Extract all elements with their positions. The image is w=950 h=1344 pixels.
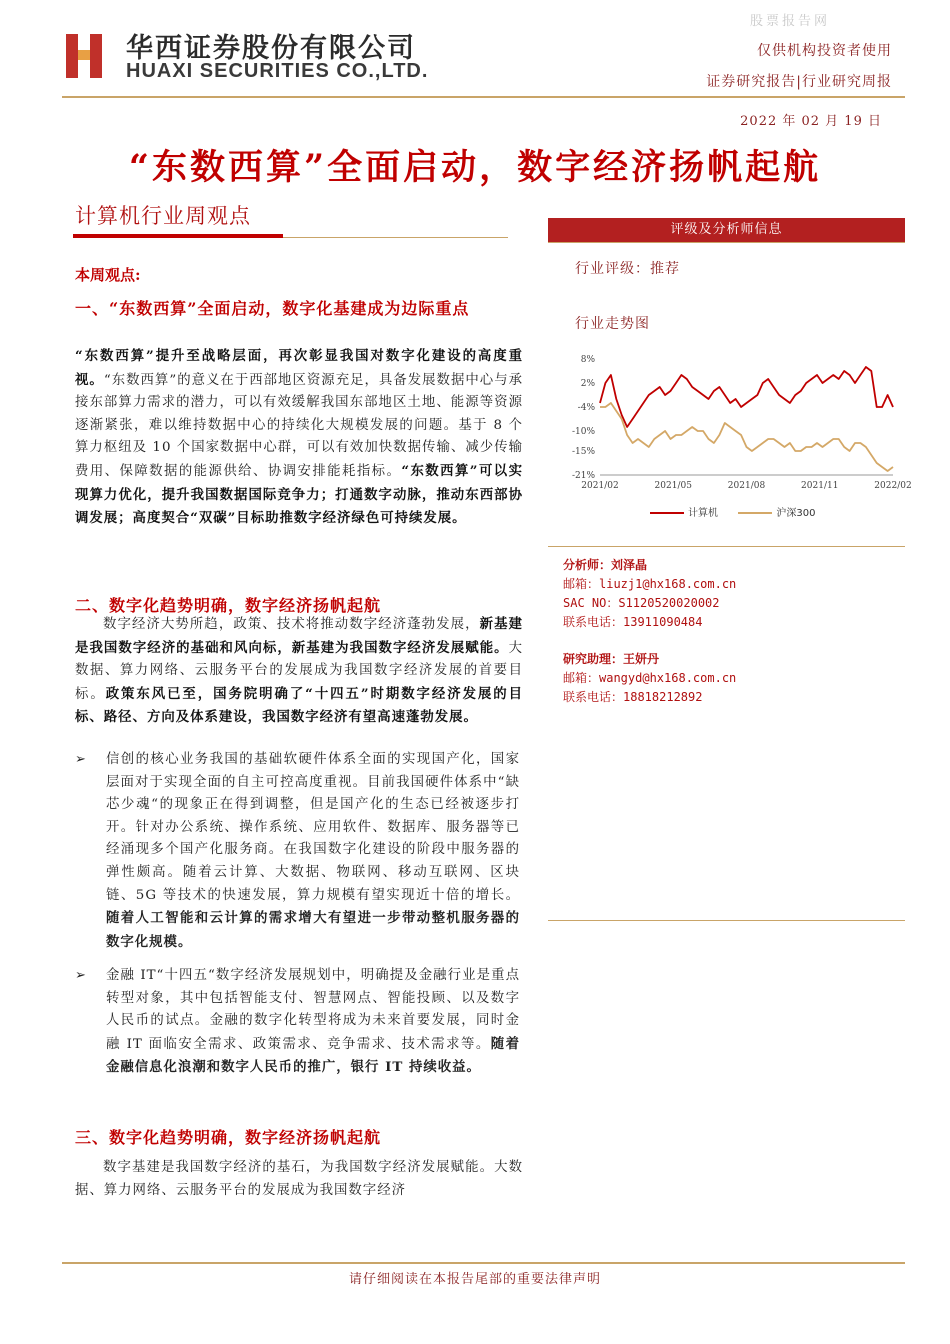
bullet-arrow-icon: ➢ — [75, 752, 86, 767]
x-tick-label: 2021/08 — [727, 481, 766, 491]
bullet-1-text — [106, 749, 520, 954]
section-label: 本周观点: — [75, 266, 141, 284]
p2-bold-1: 新基建是我国数字经济的基础和风向标，新基建为我国数字经济发展赋能。 — [75, 616, 524, 656]
sidebar-header: 评级及分析师信息 — [548, 218, 905, 242]
legend-label-computer: 计算机 — [688, 508, 718, 519]
analyst-email: 邮箱：liuzj1@hx168.com.cn — [563, 577, 737, 591]
y-tick-label: -10% — [571, 427, 595, 437]
paragraph-2 — [75, 613, 523, 730]
x-tick-label: 2021/11 — [801, 481, 839, 491]
x-tick-label: 2021/05 — [654, 481, 692, 491]
y-tick-label: -4% — [577, 403, 595, 413]
report-type: 证券研究报告|行业研究周报 — [706, 74, 892, 90]
p2-text-1: 数字经济大势所趋，政策、技术将推动数字经济蓬勃发展， — [103, 617, 480, 632]
analyst-sac: SAC NO：S1120520020002 — [563, 596, 720, 610]
report-title: “东数西算”全面启动，数字经济扬帆起航 — [128, 147, 822, 188]
footer-divider — [62, 1262, 905, 1264]
heading-3: 三、数字化趋势明确，数字经济扬帆起航 — [75, 1128, 382, 1147]
x-tick-label: 2021/02 — [581, 481, 619, 491]
p1-bold-2: “东数西算”可以实现算力优化，提升我国数据国际竞争力；打通数字动脉，推动东西部协调发展；高度契合“双碳”目标助推数字经济绿色可持续发展。 — [75, 462, 524, 527]
paragraph-3: 数字基建是我国数字经济的基石，为我国数字经济发展赋能。大数据、算力网络、云服务平台的发展成为我国数字经济 — [75, 1160, 523, 1198]
legend-swatch-computer — [650, 512, 684, 514]
assistant-name: 研究助理：王妍丹 — [563, 652, 660, 666]
bullet-arrow-icon: ➢ — [75, 968, 86, 983]
p1-text-1: “东数西算”的意义在于西部地区资源充足，具备发展数据中心与承接东部算力需求的潜力，可以有效缓解我国东部地区土地、能源等资源逐渐紧张，难以维持数据中心的持续化大规模发展的问题。基于 8 个算力枢纽及 10 个国家数据中心群，可以有效加快数据传输、减少传输费用、保障数据的能源供给、协调安排能耗指标。 — [75, 372, 523, 479]
legend-swatch-csi300 — [738, 512, 772, 514]
heading-2: 二、数字化趋势明确，数字经济扬帆起航 — [75, 596, 382, 615]
trend-chart — [560, 345, 912, 525]
y-tick-label: 2% — [580, 379, 595, 389]
analyst-name: 分析师：刘泽晶 — [563, 558, 648, 572]
huaxi-logo-icon — [62, 28, 110, 82]
subtitle-underline — [73, 234, 283, 238]
paragraph-1 — [75, 345, 523, 531]
report-subtitle: 计算机行业周观点 — [75, 204, 251, 228]
y-tick-label: -21% — [571, 471, 595, 481]
company-name-cn: 华西证券股份有限公司 — [126, 33, 416, 64]
analyst-phone: 联系电话：13911090484 — [563, 615, 703, 629]
footer-disclaimer: 请仔细阅读在本报告尾部的重要法律声明 — [348, 1272, 601, 1287]
report-date: 2022 年 02 月 19 日 — [740, 114, 882, 129]
b2-bold: 随着金融信息化浪潮和数字人民币的推广，银行 IT 持续收益。 — [106, 1035, 521, 1076]
company-name-en: HUAXI SECURITIES CO.,LTD. — [126, 60, 429, 82]
x-tick-label: 2022/02 — [874, 481, 912, 491]
assistant-email: 邮箱：wangyd@hx168.com.cn — [563, 671, 737, 685]
p1-bold-1: “东数西算”提升至战略层面，再次彰显我国对数字化建设的高度重视。 — [75, 348, 523, 388]
sidebar-divider-2 — [548, 546, 905, 547]
b1-bold: 随着人工智能和云计算的需求增大有望进一步带动整机服务器的数字化规模。 — [106, 910, 520, 950]
y-tick-label: -15% — [571, 447, 595, 457]
y-tick-label: 8% — [580, 355, 595, 365]
sidebar-divider-3 — [548, 920, 905, 921]
bullet-2-text — [106, 965, 520, 1080]
header-divider — [62, 96, 905, 98]
legend-label-csi300: 沪深300 — [776, 508, 816, 519]
series-line-csi300 — [600, 403, 893, 471]
assistant-phone: 联系电话：18818212892 — [563, 690, 703, 704]
b1-text: 信创的核心业务我国的基础软硬件体系全面的实现国产化，国家层面对于实现全面的自主可控高度重视。目前我国硬件体系中“缺芯少魂“的现象正在得到调整，但是国产化的生态已经被逐步打开。针对办公系统、操作系统、应用软件、数据库、服务器等已经涌现多个国产化服务商。在我国数字化建设的阶段中服务器的弹性颇高。随着云计算、大数据、物联网、移动互联网、区块链、5G 等技术的快速发展，算力规模有望实现近十倍的增长。 — [106, 752, 520, 903]
heading-1: 一、“东数西算”全面启动，数字化基建成为边际重点 — [75, 299, 470, 318]
audience-note: 仅供机构投资者使用 — [757, 43, 892, 59]
p2-text-2: 大数据、算力网络、云服务平台的发展成为我国数字经济发展的首要目标。 — [75, 640, 523, 702]
trend-chart-label: 行业走势图 — [575, 316, 650, 332]
b2-text: 金融 IT“十四五“数字经济发展规划中，明确提及金融行业是重点转型对象，其中包括智能支付、智慧网点、智能投顾、以及数字人民币的试点。金融的数字化转型将成为未来首要发展，同时金融 IT 面临安全需求、政策需求、竞争需求、技术需求等。 — [106, 968, 520, 1052]
watermark-text: 股票报告网 — [750, 14, 831, 29]
sidebar-divider — [548, 242, 905, 243]
p2-bold-2: 政策东风已至，国务院明确了“十四五”时期数字经济发展的目标、路径、方向及体系建设，我国数字经济有望高速蓬勃发展。 — [75, 685, 524, 726]
series-line-computer — [600, 367, 893, 427]
industry-rating: 行业评级：推荐 — [575, 261, 680, 277]
chart-legend — [650, 504, 815, 519]
subtitle-rule — [283, 237, 508, 238]
